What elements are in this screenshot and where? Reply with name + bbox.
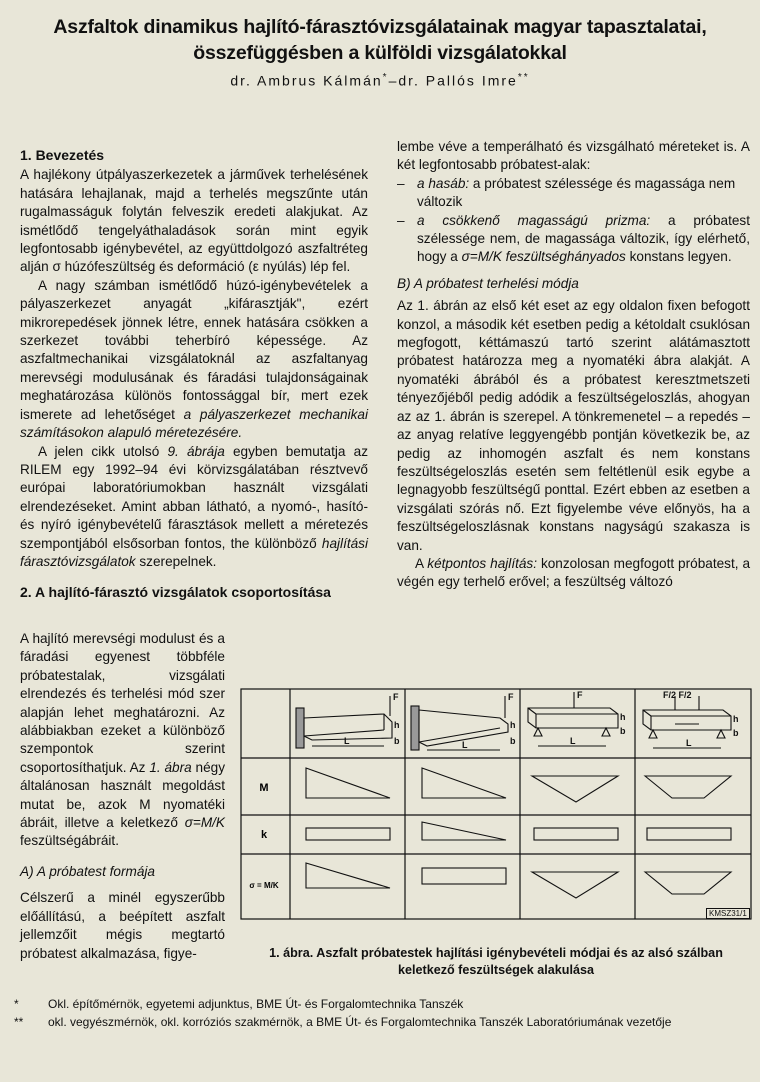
right-column (397, 138, 750, 592)
height-label: h (620, 712, 626, 722)
stress-diagram (422, 868, 506, 884)
caption-line: 1. ábra. Aszfalt próbatestek hajlítási igénybevételi módjai és az alsó szálban (269, 946, 723, 960)
list-item: – a csökkenő magasságú prizma: a próbatest szélessége nem, de magassága változik, így elérhető, hogy a σ=M/K feszültséghányados konstans legyen. (397, 212, 750, 265)
paragraph: Az 1. ábrán az első két eset az egy oldalon fixen befogott konzol, a második két esetben pedig a kétoldalt csuklósan megfogott, kéttámaszú tartó szerint alátámasztott próbatest határozza meg a nyomatéki ábra alakját. A nyomatéki ábrából és a próbatest keresztmetszeti tényezőjéből pedig adódik a feszültségeloszlás, ahogyan az az 1. ábrán is szerepel. A tönkremenetel – a repedés – az anyag relatíve leggyengébb pontján következik be, az pedig az inhomogén aszfalt és nem konstans feszültségeloszlás esetén sem feltétlenül esik egybe a legnagyobb feszültségű ponttal. Ezért ebben az esetben a vizsgálati szórás nő. Ezt figyelembe véve előnyös, ha a feszültségeloszlásnak konstans nagyságú szakasza is van. (397, 298, 750, 553)
author-2-mark: ** (517, 72, 530, 83)
subsection-a-heading: A) A próbatest formája (20, 863, 155, 879)
section-modulus-diagram (306, 828, 390, 840)
height-label: h (733, 714, 739, 724)
list-item: – a hasáb: a próbatest szélessége és magassága nem változik (397, 175, 736, 210)
fixed-support-1 (296, 708, 304, 748)
section-modulus-diagram (647, 828, 731, 840)
subsection-b-heading: B) A próbatest terhelési módja (397, 275, 579, 291)
paragraph: A nagy számban ismétlődő húzó-igénybevételek a pályaszerkezet anyagát „kifárasztják", ezért mikrorepedések jönnek létre, ennek hatására csökken a szerkezet további teherbíró képessége. Az aszfaltmechanikai vizsgálatoknál az aszfaltanyag merevségi modulusának és fáradási tulajdonságainak meghatározása különös fontossággal bír, mert ezek ismerete ad lehetőséget a pályaszerkezet mechanikai számításokon alapuló méretezésére. (20, 277, 368, 441)
article-title (0, 14, 760, 66)
footnote-text: Okl. építőmérnök, egyetemi adjunktus, BME Út- és Forgalomtechnika Tanszék (48, 997, 464, 1011)
moment-diagram (422, 768, 506, 798)
section-modulus-diagram (534, 828, 618, 840)
authors (0, 72, 760, 89)
paragraph: A hajlító merevségi modulust és a fáradási egyenest többféle próbatestalak, vizsgálati elrendezés és terhelési mód szer alapján lehet meghatározni. Az alábbiakban ezeket a különböző szempontok szerint csoportosíthatjuk. Az 1. ábra négy általánosan használt megoldást mutat be, azok M nyomatéki ábráit, illetve a keletkező σ=M/K feszültségábráit. (20, 631, 225, 849)
moment-diagram (306, 768, 390, 798)
height-label: h (510, 720, 516, 730)
moment-diagram (532, 776, 618, 802)
row-label-sigma: σ = M/K (249, 881, 279, 890)
author-1: dr. Ambrus Kálmán (230, 72, 383, 89)
figure-1-diagram (240, 688, 752, 920)
moment-diagram (645, 776, 731, 798)
length-label: L (462, 740, 468, 750)
force-label: F (577, 690, 583, 700)
row-label-k: k (260, 829, 268, 841)
stress-diagram (532, 872, 618, 898)
width-label: b (510, 736, 516, 746)
fixed-support-2 (411, 706, 419, 750)
left-narrow-column (20, 630, 225, 963)
author-1-mark: * (382, 72, 389, 83)
paragraph: lembe véve a temperálható és vizsgálható méreteket is. A két legfontosabb próbatest-alak: (397, 139, 750, 173)
section-1-heading: 1. Bevezetés (20, 147, 105, 163)
paragraph: Célszerű a minél egyszerűbb előállítású, a beépített aszfalt jellemzőit mégis megtartó próbatest alkalmazása, figye- (20, 890, 225, 961)
length-label: L (344, 736, 350, 746)
length-label: L (686, 738, 692, 748)
footnote-mark: * (14, 997, 19, 1011)
height-label: h (394, 720, 400, 730)
stress-diagram (645, 872, 731, 894)
figure-caption (240, 945, 752, 979)
footnote-mark: ** (14, 1015, 24, 1029)
paragraph: A hajlékony útpályaszerkezetek a járművek terhelésének hatására lehajlanak, majd a terhelés megszűnte után rugalmasságuk folytán felveszik eredeti alakjukat. Az ismétlődő tengelyáthaladások során mint egyik legfontosabb igénybevétel, az együttdolgozó aszfaltréteg alján σ húzófeszültség és deformáció (ε nyúlás) lép fel. (20, 167, 368, 275)
title-line-1: Aszfaltok dinamikus hajlító-fárasztóvizsgálatainak magyar tapasztalatai, (53, 16, 707, 38)
row-label-M: M (259, 782, 269, 794)
force-label: F (508, 692, 514, 702)
section-modulus-diagram (422, 822, 506, 840)
width-label: b (733, 728, 739, 738)
title-line-2: összefüggésben a külföldi vizsgálatokkal (193, 42, 567, 64)
left-column (20, 146, 368, 602)
length-label: L (570, 736, 576, 746)
force-label: F/2 F/2 (663, 690, 692, 700)
width-label: b (394, 736, 400, 746)
paragraph: A kétpontos hajlítás: konzolosan megfogott próbatest, a végén egy terhelő erővel; a feszültség változó (397, 555, 751, 590)
width-label: b (620, 726, 626, 736)
author-2: –dr. Pallós Imre (388, 72, 518, 89)
paragraph: A jelen cikk utolsó 9. ábrája egyben bemutatja az RILEM egy 1992–94 évi körvizsgálatában résztvevő európai laboratóriumokban használt vizsgálati elrendezéseket. Amint abban látható, a nyomó-, hasító- és nyíró igénybevételű fárasztások mellett a méretezés szempontjából elsősorban fontos, the különböző hajlítási fárasztóvizsgálatok szerepelnek. (20, 443, 368, 569)
footnote-2 (14, 1014, 734, 1030)
footnote-text: okl. vegyészmérnök, okl. korróziós szakmérnök, a BME Út- és Forgalomtechnika Tanszék Laboratóriumának vezetője (48, 1015, 672, 1029)
section-2-heading: 2. A hajlító-fárasztó vizsgálatok csoportosítása (20, 584, 331, 601)
caption-line: keletkező feszültségek alakulása (397, 963, 594, 977)
figure-code: KMSZ31/1 (706, 908, 750, 919)
stress-diagram (306, 863, 390, 888)
footnote-1 (14, 996, 734, 1012)
force-label: F (393, 692, 399, 702)
